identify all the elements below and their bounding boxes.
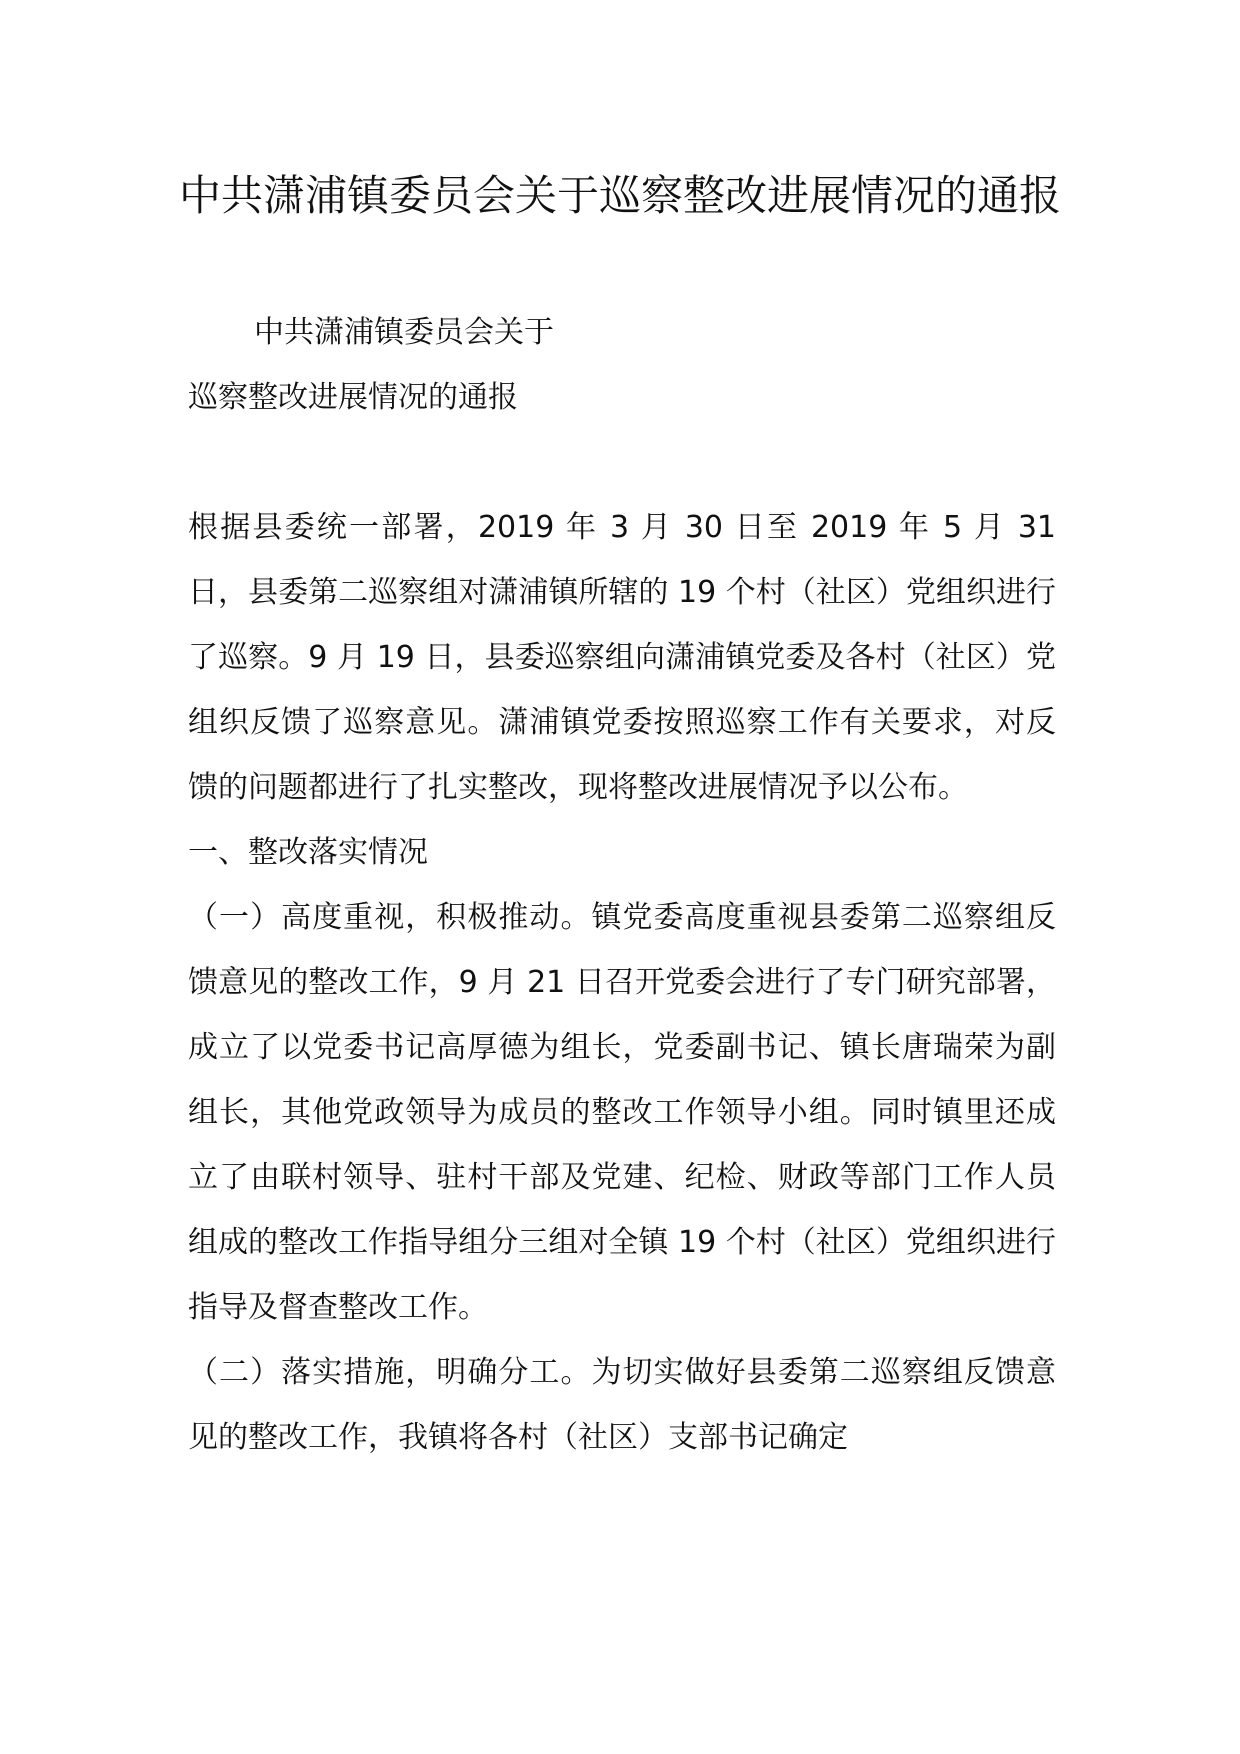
paragraph-spacer: [188, 430, 1056, 495]
document-body: [188, 300, 1056, 1470]
subtitle-line-1: 中共潇浦镇委员会关于: [254, 315, 554, 350]
section-heading-1: 一、整改落实情况: [188, 835, 428, 870]
paragraph-section-1-2: （二）落实措施，明确分工。为切实做好县委第二巡察组反馈意见的整改工作，我镇将各村（社区）支部书记确定: [188, 1355, 1056, 1455]
document-title: 中共潇浦镇委员会关于巡察整改进展情况的通报: [178, 171, 1061, 220]
subtitle-line-2: 巡察整改进展情况的通报: [188, 380, 518, 415]
paragraph-section-1-1: （一）高度重视，积极推动。镇党委高度重视县委第二巡察组反馈意见的整改工作，9 月 21 日召开党委会进行了专门研究部署，成立了以党委书记高厚德为组长，党委副书记、镇长唐瑞荣为副组长，其他党政领导为成员的整改工作领导小组。同时镇里还成立了由联村领导、驻村干部及党建、纪检、财政等部门工作人员组成的整改工作指导组分三组对全镇 19 个村（社区）党组织进行指导及督查整改工作。: [188, 900, 1056, 1325]
paragraph-intro: 根据县委统一部署，2019 年 3 月 30 日至 2019 年 5 月 31 日，县委第二巡察组对潇浦镇所辖的 19 个村（社区）党组织进行了巡察。9 月 19 日，县委巡察组向潇浦镇党委及各村（社区）党组织反馈了巡察意见。潇浦镇党委按照巡察工作有关要求，对反馈的问题都进行了扎实整改，现将整改进展情况予以公布。: [188, 510, 1056, 805]
